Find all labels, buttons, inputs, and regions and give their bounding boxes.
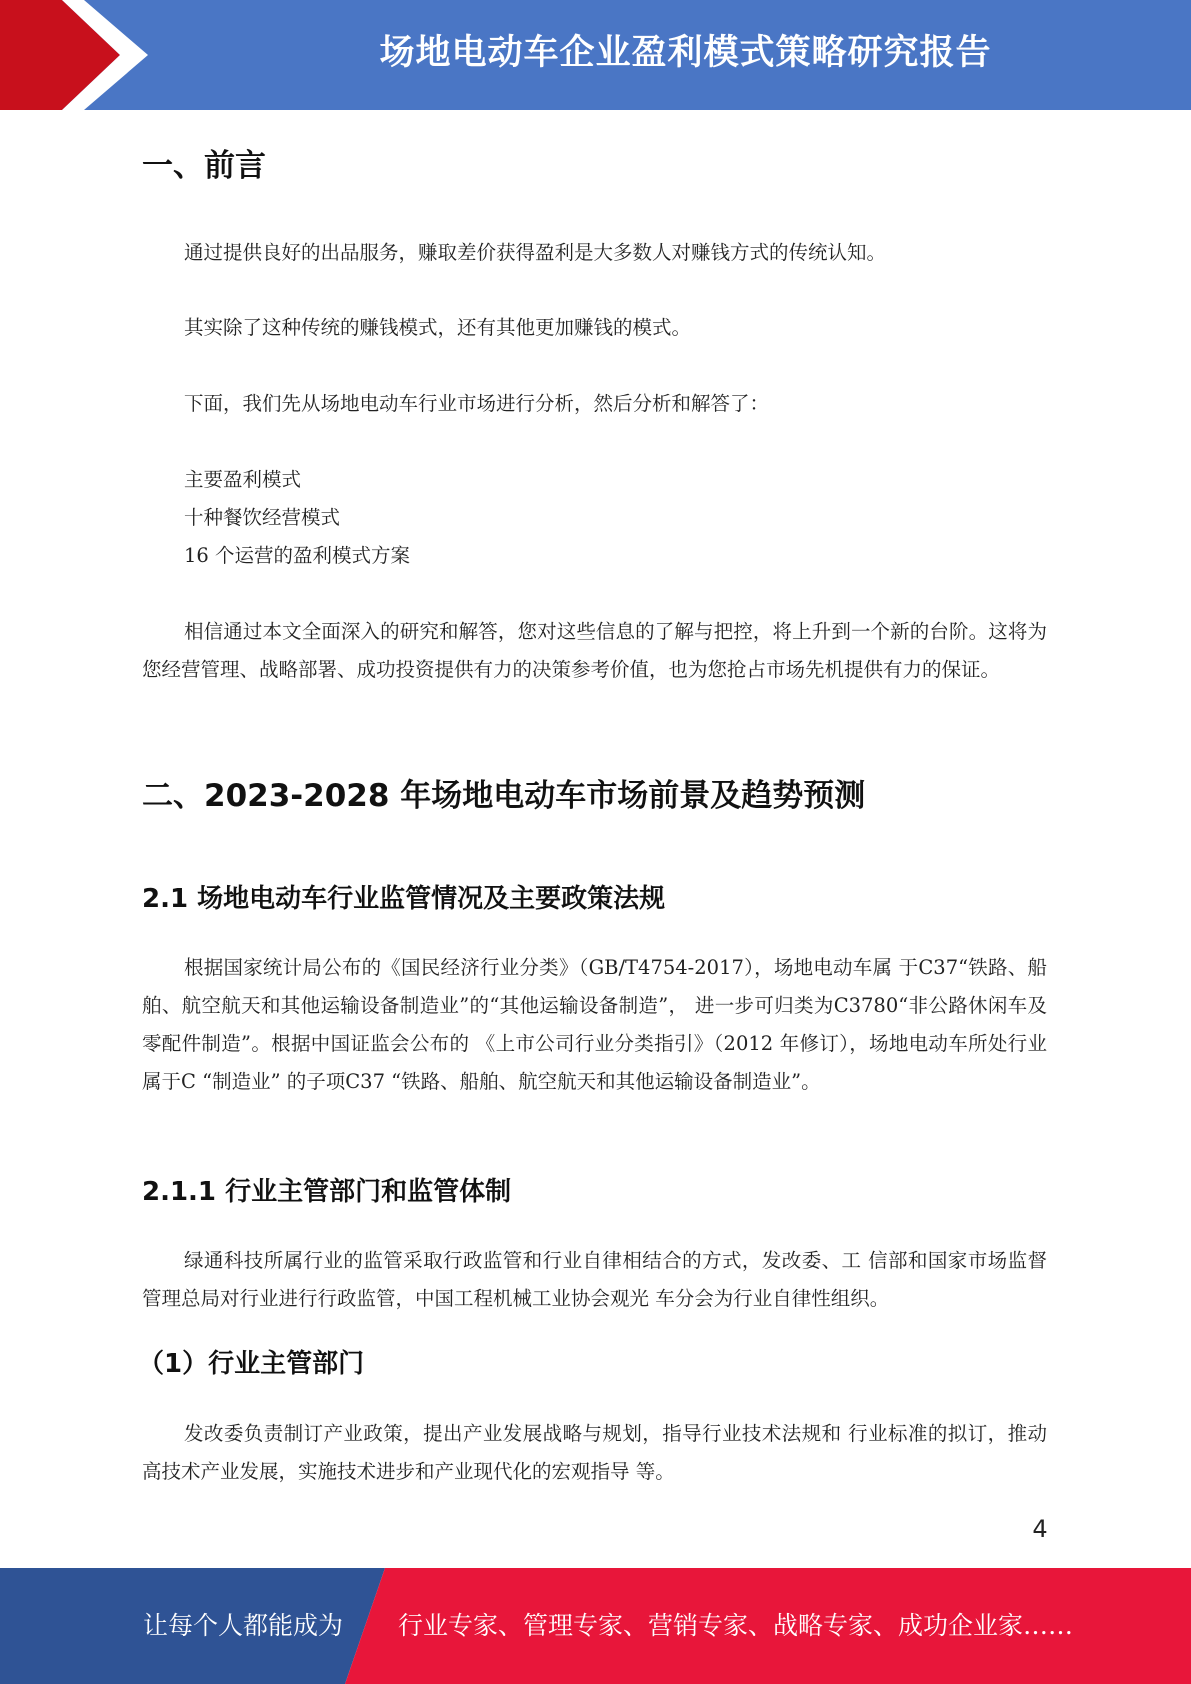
page-footer [0,1568,1191,1684]
section-heading-forecast: 二、2023-2028 年场地电动车市场前景及趋势预测 [142,778,866,814]
paragraph: 发改委负责制订产业政策，提出产业发展战略与规划，指导行业技术法规和 行业标准的拟订，推动高技术产业发展，实施技术进步和产业现代化的宏观指导 等。 [142,1422,1047,1483]
subsection-heading: 2.1.1 行业主管部门和监管体制 [142,1177,512,1207]
bullet-list [184,461,410,575]
paragraph: 根据国家统计局公布的《国民经济行业分类》（GB/T4754-2017），场地电动车属 于C37“铁路、船舶、航空航天和其他运输设备制造业”的“其他运输设备制造”， 进一步可归类为C3780“非公路休闲车及零配件制造”。根据中国证监会公布的 《上市公司行业分类指引》（2012 年修订），场地电动车所处行业属于C “制造业” 的子项C37 “铁路、船舶、航空航天和其他运输设备制造业”。 [142,956,1047,1093]
page-number: 4 [1032,1515,1048,1543]
paragraph: 绿通科技所属行业的监管采取行政监管和行业自律相结合的方式，发改委、工 信部和国家市场监督管理总局对行业进行行政监管，中国工程机械工业协会观光 车分会为行业自律性组织。 [142,1249,1047,1310]
footer-slogan-right: 行业专家、管理专家、营销专家、战略专家、成功企业家…… [398,1611,1074,1640]
paragraph: 其实除了这种传统的赚钱模式，还有其他更加赚钱的模式。 [184,316,692,339]
paragraph: 下面，我们先从场地电动车行业市场进行分析，然后分析和解答了： [184,392,770,415]
subsection-heading: （1）行业主管部门 [138,1349,365,1379]
list-item: 主要盈利模式 [184,468,302,491]
paragraph: 相信通过本文全面深入的研究和解答，您对这些信息的了解与把控，将上升到一个新的台阶。这将为您经营管理、战略部署、成功投资提供有力的决策参考价值，也为您抢占市场先机提供有力的保证。 [142,620,1047,681]
header-arrow-decoration [0,0,160,110]
footer-slogan-left: 让每个人都能成为 [143,1611,344,1640]
list-item: 十种餐饮经营模式 [184,506,341,529]
subsection-heading: 2.1 场地电动车行业监管情况及主要政策法规 [142,884,666,914]
page-header [0,0,1191,110]
section-heading-preface: 一、前言 [142,148,266,184]
report-title: 场地电动车企业盈利模式策略研究报告 [379,33,992,73]
list-item: 16 个运营的盈利模式方案 [184,544,411,567]
paragraph: 通过提供良好的出品服务，赚取差价获得盈利是大多数人对赚钱方式的传统认知。 [184,241,887,264]
